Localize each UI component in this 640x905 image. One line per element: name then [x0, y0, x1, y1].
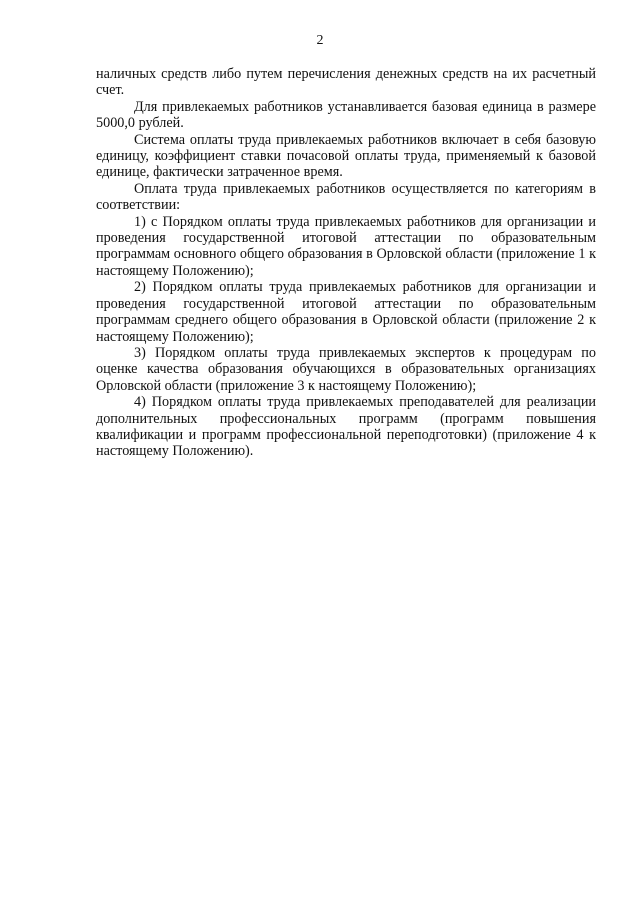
list-item-1: 1) с Порядком оплаты труда привлекаемых работников для организации и проведения государственной итоговой аттестации по образовательным программам основного общего образования в Орловской области (приложение 1 к настоящему Положению); — [96, 213, 596, 279]
paragraph-pay-system: Система оплаты труда привлекаемых работников включает в себя базовую единицу, коэффициент ставки почасовой оплаты труда, применяемый к базовой единице, фактически затраченное время. — [96, 131, 596, 181]
list-item-2: 2) Порядком оплаты труда привлекаемых работников для организации и проведения государственной итоговой аттестации по образовательным программам среднего общего образования в Орловской области (приложение 2 к настоящему Положению); — [96, 279, 596, 345]
paragraph-continuation: наличных средств либо путем перечисления денежных средств на их расчетный счет. — [96, 66, 596, 99]
page-number: 2 — [316, 33, 324, 48]
list-item-3: 3) Порядком оплаты труда привлекаемых экспертов к процедурам по оценке качества образования обучающихся в образовательных организациях Орловской области (приложение 3 к настоящему Положению); — [96, 344, 596, 394]
paragraph-pay-categories: Оплата труда привлекаемых работников осуществляется по категориям в соответствии: — [96, 180, 596, 214]
list-item-4: 4) Порядком оплаты труда привлекаемых преподавателей для реализации дополнительных профессиональных программ (программ повышения квалификации и программ профессиональной переподготовки) (приложение 4 к настоящему Положению). — [96, 394, 596, 460]
document-body — [96, 66, 596, 460]
paragraph-base-unit: Для привлекаемых работников устанавливается базовая единица в размере 5000,0 рублей. — [96, 98, 596, 132]
